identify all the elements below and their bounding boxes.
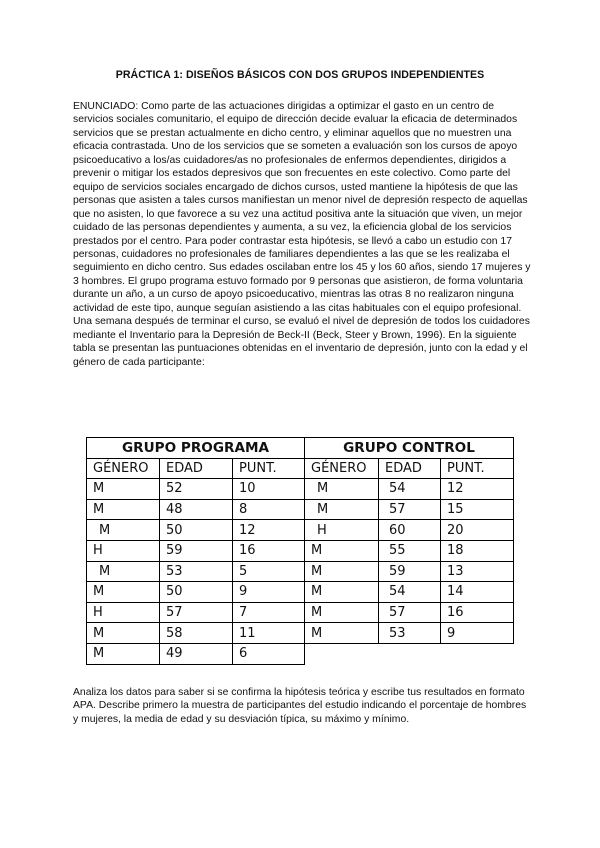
- group-programa-header: GRUPO PROGRAMA: [87, 438, 305, 459]
- control-punt: 9: [441, 623, 514, 644]
- control-punt: 16: [441, 602, 514, 623]
- programa-edad: 52: [160, 479, 233, 500]
- control-genero: M: [305, 561, 379, 582]
- control-punt: 12: [441, 479, 514, 500]
- table-row: [87, 643, 514, 664]
- programa-genero: M: [87, 561, 160, 582]
- control-genero: M: [305, 623, 379, 644]
- column-header-punt: PUNT.: [441, 458, 514, 479]
- programa-edad: 50: [160, 582, 233, 603]
- control-edad: 57: [379, 602, 441, 623]
- programa-edad: 50: [160, 520, 233, 541]
- control-edad: 59: [379, 561, 441, 582]
- document-title: PRÁCTICA 1: DISEÑOS BÁSICOS CON DOS GRUPOS INDEPENDIENTES: [115, 69, 485, 81]
- column-header-edad: EDAD: [160, 458, 233, 479]
- programa-genero: M: [87, 582, 160, 603]
- control-punt: 18: [441, 540, 514, 561]
- column-header-row: [87, 458, 514, 479]
- control-genero: M: [305, 479, 379, 500]
- column-header-edad: EDAD: [379, 458, 441, 479]
- programa-edad: 57: [160, 602, 233, 623]
- control-punt: 15: [441, 499, 514, 520]
- control-genero: H: [305, 520, 379, 541]
- programa-punt: 7: [233, 602, 305, 623]
- instructions-paragraph: Analiza los datos para saber si se confirma la hipótesis teórica y escribe tus resultados en formato APA. Describe primero la muestra de participantes del estudio indicando el porcentaje de hombres y mujeres, la media de edad y su desviación típica, su máximo y mínimo.: [73, 687, 527, 725]
- programa-edad: 58: [160, 623, 233, 644]
- table-row: [87, 582, 514, 603]
- programa-punt: 9: [233, 582, 305, 603]
- table-row: [87, 479, 514, 500]
- programa-genero: M: [87, 499, 160, 520]
- table-row: [87, 499, 514, 520]
- column-header-punt: PUNT.: [233, 458, 305, 479]
- programa-edad: 49: [160, 643, 233, 664]
- programa-punt: 5: [233, 561, 305, 582]
- control-edad: 53: [379, 623, 441, 644]
- programa-punt: 6: [233, 643, 305, 664]
- control-punt: 14: [441, 582, 514, 603]
- empty-cell: [305, 643, 514, 664]
- table-row: [87, 623, 514, 644]
- control-genero: M: [305, 582, 379, 603]
- column-header-genero: GÉNERO: [87, 458, 160, 479]
- control-edad: 54: [379, 582, 441, 603]
- scores-table: [86, 437, 514, 665]
- table-row: [87, 602, 514, 623]
- control-genero: M: [305, 602, 379, 623]
- programa-edad: 53: [160, 561, 233, 582]
- control-punt: 13: [441, 561, 514, 582]
- table-row: [87, 561, 514, 582]
- programa-edad: 59: [160, 540, 233, 561]
- programa-genero: H: [87, 540, 160, 561]
- control-punt: 20: [441, 520, 514, 541]
- table-row: [87, 540, 514, 561]
- programa-punt: 11: [233, 623, 305, 644]
- programa-punt: 10: [233, 479, 305, 500]
- programa-genero: M: [87, 479, 160, 500]
- control-edad: 60: [379, 520, 441, 541]
- table-row: [87, 520, 514, 541]
- programa-punt: 16: [233, 540, 305, 561]
- control-edad: 54: [379, 479, 441, 500]
- statement-paragraph: ENUNCIADO: Como parte de las actuaciones dirigidas a optimizar el gasto en un centro de servicios sociales comunitario, el equipo de dirección decide evaluar la eficacia de determinados servicios que se prestan actualmente en dicho centro, y eliminar aquellos que no muestren una eficacia contrastada. Uno de los servicios que se someten a evaluación son los cursos de apoyo psicoeducativo a los/as cuidadores/as no profesionales de enfermos dependientes, dirigidos a prevenir o mitigar los estados depresivos que son frecuentes en este colectivo. Como parte del equipo de servicios sociales encargado de dichos cursos, usted mantiene la hipótesis de que las personas que asisten a tales cursos manifiestan un menor nivel de depresión respecto de aquellas que no asisten, lo que favorece a su vez una actitud positiva ante la situación que viven, un mejor cuidado de las personas dependientes y aumenta, a su vez, la eficiencia global de los servicios prestados por el centro. Para poder contrastar esta hipótesis, se llevó a cabo un estudio con 17 personas, cuidadores no profesionales de familiares dependientes a las que se les realizaba el seguimiento en dicho centro. Sus edades oscilaban entre los 45 y los 60 años, siendo 17 mujeres y 3 hombres. El grupo programa estuvo formado por 9 personas que asistieron, de forma voluntaria durante un año, a un curso de apoyo psicoeducativo, mientras las otras 8 no realizaron ninguna actividad de este tipo, aunque seguían asistiendo a las citas habituales con el equipo profesional. Una semana después de terminar el curso, se evaluó el nivel de depresión de todos los cuidadores mediante el Inventario para la Depresión de Beck-II (Beck, Steer y Brown, 1996). En la siguiente tabla se presentan las puntuaciones obtenidas en el inventario de depresión, junto con la edad y el género de cada participante:: [73, 101, 531, 368]
- group-control-header: GRUPO CONTROL: [305, 438, 514, 459]
- programa-punt: 12: [233, 520, 305, 541]
- programa-genero: M: [87, 623, 160, 644]
- programa-genero: M: [87, 643, 160, 664]
- control-edad: 55: [379, 540, 441, 561]
- programa-genero: M: [87, 520, 160, 541]
- programa-genero: H: [87, 602, 160, 623]
- control-genero: M: [305, 499, 379, 520]
- programa-punt: 8: [233, 499, 305, 520]
- control-edad: 57: [379, 499, 441, 520]
- control-genero: M: [305, 540, 379, 561]
- column-header-genero: GÉNERO: [305, 458, 379, 479]
- group-header-row: [87, 438, 514, 459]
- programa-edad: 48: [160, 499, 233, 520]
